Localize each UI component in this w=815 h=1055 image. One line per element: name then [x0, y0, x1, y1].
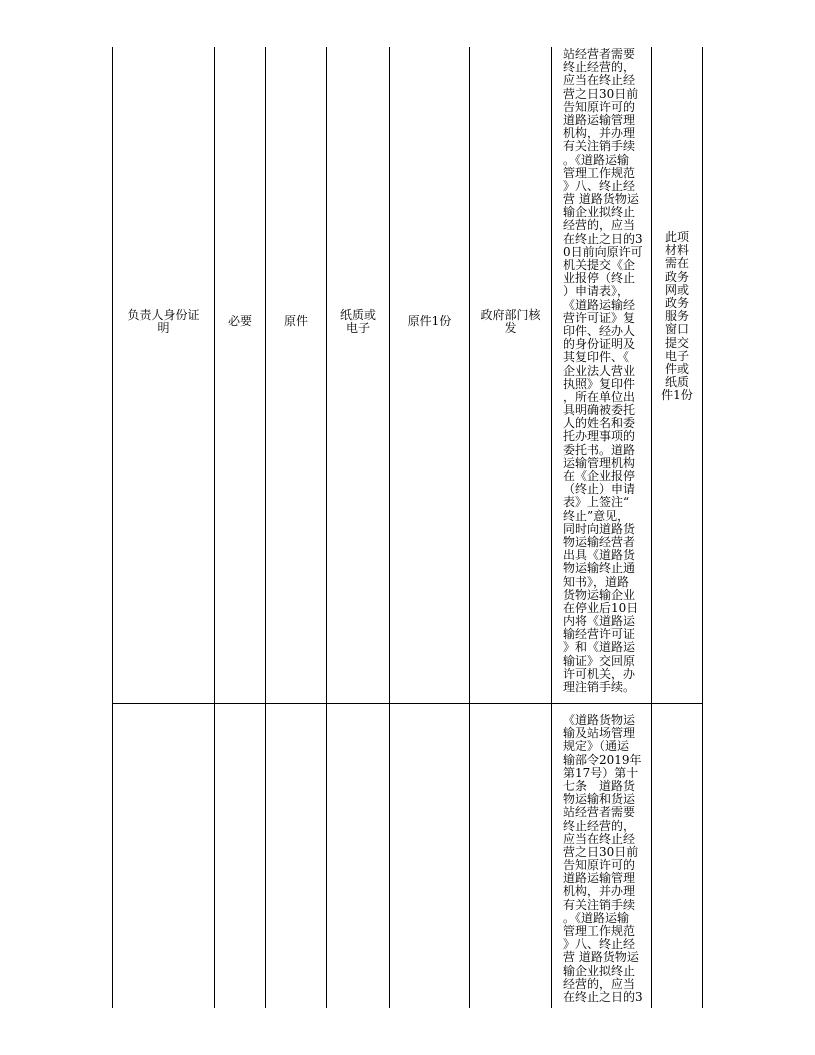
- legal-basis-text: [563, 48, 643, 694]
- text-line: 原件1份: [407, 314, 452, 329]
- table-row: [112, 704, 703, 1008]
- text-line: 出具《道路货: [563, 548, 636, 563]
- text-line: 在终止之日的3: [563, 989, 643, 1004]
- text-line: 运输管理机构: [563, 455, 636, 470]
- text-line: 纸质: [664, 375, 689, 390]
- text-line: 。《道路运输: [563, 152, 630, 167]
- text-line: 托办理事项的: [563, 429, 636, 444]
- text-line: 应当在终止经: [563, 831, 636, 846]
- text-line: 在终止之日的3: [563, 231, 643, 246]
- text-line: 在停业后10日: [563, 600, 639, 615]
- text-line: 货物运输企业: [563, 587, 636, 602]
- text-line: 必要: [227, 314, 252, 329]
- text-line: 输企业拟终止: [563, 205, 636, 220]
- cell-source: [469, 47, 551, 704]
- text-line: 物运输经营者: [563, 534, 636, 549]
- text-line: 告知原许可的: [563, 99, 636, 114]
- cell-remarks: [651, 47, 703, 704]
- text-line: （终止）申请: [563, 482, 636, 497]
- text-line: 营之日30日前: [563, 844, 639, 859]
- text-line: 告知原许可的: [563, 858, 636, 873]
- cell-medium: [326, 704, 389, 1008]
- text-line: 营许可证》复: [563, 310, 636, 325]
- cell-copies: [389, 47, 469, 704]
- text-line: 的身份证明及: [563, 337, 636, 352]
- text-line: 道路运输管理: [563, 112, 636, 127]
- text-line: 营 道路货物运: [563, 950, 639, 965]
- cell-material-form: [265, 704, 326, 1008]
- text-line: 输部令2019年: [563, 752, 642, 767]
- text-line: 执照》复印件: [563, 376, 636, 391]
- text-line: 人的姓名和委: [563, 416, 636, 431]
- text-line: 负责人身份证: [127, 307, 200, 322]
- text-line: 营 道路货物运: [563, 192, 639, 207]
- text-line: 输证》交回原: [563, 653, 636, 668]
- cell-medium: [326, 47, 389, 704]
- text-line: 政务: [664, 269, 689, 284]
- cell-necessity: [214, 47, 265, 704]
- text-line: 在《企业报停: [563, 469, 636, 483]
- text-line: 件1份: [661, 388, 693, 403]
- text-line: 输经营许可证: [563, 627, 636, 642]
- text-line: 物运输和货运: [563, 792, 636, 807]
- text-line: 管理工作规范: [563, 924, 636, 938]
- text-line: 内将《道路运: [563, 614, 636, 629]
- text-line: 提交: [664, 335, 689, 350]
- text-line: 有关注销手续: [563, 897, 636, 912]
- text-line: 企业法人营业: [563, 363, 636, 378]
- text-line: 件或: [664, 361, 689, 376]
- material-name-text: [113, 296, 214, 348]
- cell-source: [469, 704, 551, 1008]
- text-line: 《道路货物运: [563, 713, 636, 727]
- text-line: 理注销手续。: [563, 680, 636, 694]
- text-line: 输企业拟终止: [563, 963, 636, 978]
- table-row: [112, 47, 703, 704]
- text-line: 站经营者需要: [563, 47, 636, 61]
- text-line: 发: [504, 321, 517, 335]
- text-line: 机构，并办理: [563, 884, 636, 899]
- text-line: ）申请表》，: [563, 284, 630, 299]
- text-line: 具明确被委托: [563, 403, 636, 418]
- text-line: 管理工作规范: [563, 165, 636, 180]
- material-form-text: [266, 296, 326, 348]
- medium-text: [327, 296, 389, 348]
- legal-basis-text: [563, 714, 643, 1004]
- cell-legal-basis: [551, 704, 651, 1008]
- text-line: 规定》（通运: [563, 739, 630, 754]
- source-text: [470, 296, 551, 348]
- necessity-text: [215, 296, 265, 348]
- text-line: 政务: [664, 295, 689, 310]
- text-line: 。《道路运输: [563, 910, 630, 925]
- text-line: 知书》，道路: [563, 574, 630, 589]
- text-line: 电子: [664, 348, 689, 363]
- cell-material-name: [112, 47, 214, 704]
- text-line: 输及站场管理: [563, 726, 636, 741]
- text-line: 物运输终止通: [563, 561, 636, 576]
- text-line: 业报停（终止: [563, 271, 636, 286]
- text-line: 第17号）第十: [563, 765, 639, 780]
- text-line: 委托书。道路: [563, 442, 636, 457]
- text-line: 电子: [345, 321, 370, 335]
- text-line: 明: [157, 321, 170, 335]
- text-line: 需在: [664, 256, 689, 271]
- text-line: ，所在单位出: [563, 389, 636, 404]
- text-line: 》八、终止经: [563, 937, 636, 952]
- text-line: 此项: [664, 230, 689, 244]
- cell-material-form: [265, 47, 326, 704]
- text-line: 营之日30日前: [563, 86, 639, 101]
- text-line: 经营的，应当: [563, 976, 636, 991]
- text-line: 原件: [283, 314, 308, 329]
- text-line: 机关提交《企: [563, 258, 636, 272]
- text-line: 《道路运输经: [563, 297, 636, 312]
- text-line: 政府部门核: [480, 307, 541, 322]
- remarks-text: [652, 231, 702, 402]
- text-line: 道路运输管理: [563, 871, 636, 886]
- text-line: 印件、经办人: [563, 323, 636, 338]
- cell-material-name: [112, 704, 214, 1008]
- text-line: 其复印件、《: [563, 350, 630, 365]
- text-line: 经营的，应当: [563, 218, 636, 233]
- text-line: 服务: [664, 309, 689, 324]
- text-line: 0日前向原许可: [563, 244, 643, 259]
- text-line: 网或: [664, 282, 689, 297]
- text-line: 终止经营的，: [563, 60, 636, 75]
- cell-legal-basis: [551, 47, 651, 704]
- cell-copies: [389, 704, 469, 1008]
- text-line: 终止”意见，: [563, 508, 630, 523]
- text-line: 终止经营的，: [563, 818, 636, 833]
- text-line: 》和《道路运: [563, 640, 636, 655]
- text-line: 材料: [664, 243, 689, 258]
- text-line: 有关注销手续: [563, 139, 636, 154]
- cell-remarks: [651, 704, 703, 1008]
- cell-necessity: [214, 704, 265, 1008]
- text-line: 同时向道路货: [563, 521, 636, 536]
- copies-text: [390, 296, 469, 348]
- text-line: 纸质或: [339, 307, 376, 322]
- text-line: 站经营者需要: [563, 805, 636, 820]
- text-line: 窗口: [664, 322, 689, 337]
- text-line: 应当在终止经: [563, 73, 636, 88]
- text-line: 许可机关，办: [563, 666, 636, 681]
- text-line: 七条 道路货: [563, 778, 636, 793]
- text-line: 表》上签注“: [563, 495, 630, 510]
- text-line: 》八、终止经: [563, 178, 636, 193]
- text-line: 机构，并办理: [563, 126, 636, 141]
